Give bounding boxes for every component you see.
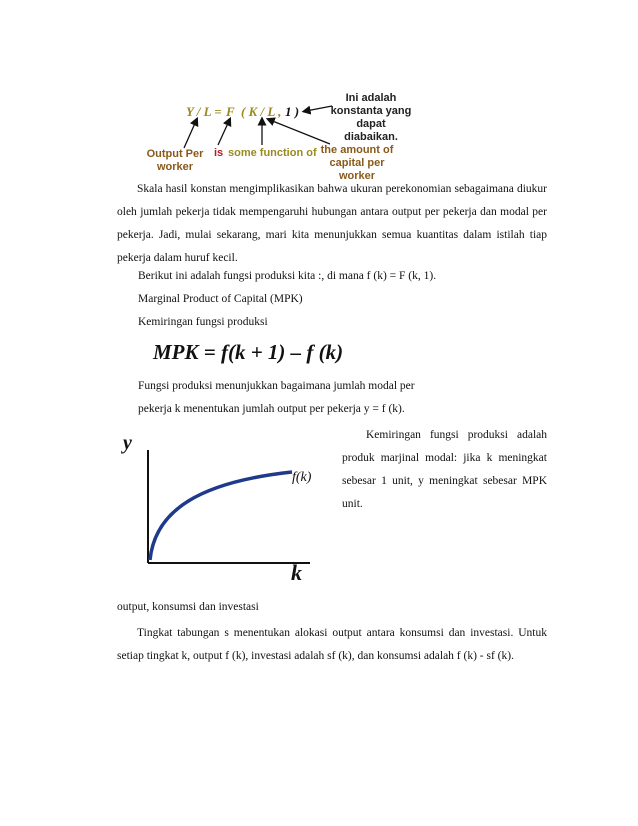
line-slope: Kemiringan fungsi produksi xyxy=(138,316,268,328)
capital-arrow-long xyxy=(270,120,330,144)
line-function-2: pekerja k menentukan jumlah output per pekerja y = f (k). xyxy=(138,403,405,415)
output-arrow xyxy=(184,121,196,148)
mpk-formula: MPK = f(k + 1) – f (k) xyxy=(153,340,344,364)
constant-note: Ini adalah konstanta yang dapat diabaikan. xyxy=(330,92,412,143)
is-label: is xyxy=(214,147,224,159)
production-curve xyxy=(150,472,292,560)
paragraph-saving: Tingkat tabungan s menentukan alokasi output antara konsumsi dan investasi. Untuk setiap tingkat k, output f (k), investasi adalah sf (k), dan konsumsi adalah f (k) - sf (k). xyxy=(117,627,547,662)
equation-arguments: ( K / L , xyxy=(241,104,282,119)
line-production-function: Berikut ini adalah fungsi produksi kita :, di mana f (k) = F (k, 1). xyxy=(138,270,437,282)
equation-arrows xyxy=(0,0,638,200)
equation-lhs: Y / L = xyxy=(186,104,222,119)
equation-constant: 1 ) xyxy=(285,104,300,119)
y-axis-label: y xyxy=(123,432,132,454)
capital-note: the amount of capital per worker xyxy=(320,144,394,182)
line-output: output, konsumsi dan investasi xyxy=(117,601,259,613)
function-label: some function of xyxy=(228,147,317,159)
equation-function-symbol: F xyxy=(226,104,235,119)
line-mpk-title: Marginal Product of Capital (MPK) xyxy=(138,293,303,305)
paragraph-constant-returns: Skala hasil konstan mengimplikasikan bahwa ukuran perekonomian sebagaimana diukur oleh jumlah pekerja tidak mempengaruhi hubungan antara output per pekerja dan modal per pekerja. Jadi, mulai sekarang, mari kita menunjukkan semua kuantitas dalam istilah tiap pekerja dalam huruf kecil. xyxy=(117,183,547,264)
curve-label: f(k) xyxy=(292,470,312,485)
x-axis-label: k xyxy=(291,560,302,585)
function-arrow xyxy=(218,121,229,145)
side-text: Kemiringan fungsi produksi adalah produk marjinal modal: jika k meningkat sebesar 1 unit, y meningkat sebesar MPK unit. xyxy=(342,429,547,510)
output-note: Output Per worker xyxy=(146,148,204,173)
line-function-1: Fungsi produksi menunjukkan bagaimana jumlah modal per xyxy=(138,380,415,392)
constant-arrow xyxy=(306,106,332,111)
